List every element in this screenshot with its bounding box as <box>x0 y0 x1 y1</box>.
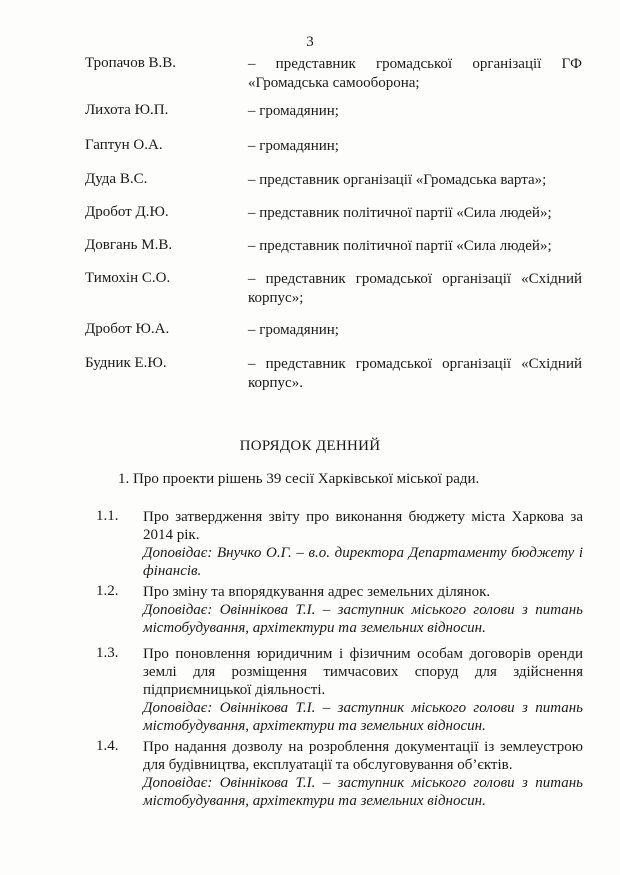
agenda-item-title: Про затвердження звіту про виконання бюджету міста Харкова за 2014 рік. <box>143 509 583 543</box>
attendee-role: – представник політичної партії «Сила людей»; <box>248 205 552 221</box>
page-number: 3 <box>306 34 314 50</box>
agenda-item-title: Про надання дозволу на розроблення документації із землеустрою для будівництва, експлуатації та обслуговування об’єктів. <box>143 739 583 773</box>
attendee-role: – представник громадської організації «Східний корпус». <box>248 356 582 391</box>
agenda-item-number: 1.2. <box>96 583 119 599</box>
agenda-title: ПОРЯДОК ДЕННИЙ <box>239 438 381 454</box>
attendee-name: Тимохін С.О. <box>85 270 171 286</box>
agenda-item-speaker: Доповідає: Овіннікова Т.І. – заступник міського голови з питань містобудування, архітектури та земельних відносин. <box>143 602 583 636</box>
attendee-name: Гаптун О.А. <box>85 137 163 153</box>
agenda-item-number: 1.3. <box>96 645 119 661</box>
attendee-name: Дробот Ю.А. <box>85 321 170 337</box>
attendee-role: – представник організації «Громадська варта»; <box>248 172 547 188</box>
attendee-name: Будник Е.Ю. <box>85 355 167 371</box>
agenda-item-body <box>143 508 583 580</box>
agenda-item-body <box>143 583 583 637</box>
agenda-item-speaker: Доповідає: Овіннікова Т.І. – заступник міського голови з питань містобудування, архітектури та земельних відносин. <box>143 700 583 734</box>
agenda-item-body <box>143 645 583 735</box>
agenda-item-title: Про зміну та впорядкування адрес земельних ділянок. <box>143 584 491 600</box>
attendee-name: Довгань М.В. <box>85 237 173 253</box>
agenda-item-number: 1.1. <box>96 508 119 524</box>
agenda-item-speaker: Доповідає: Овіннікова Т.І. – заступник міського голови з питань містобудування, архітектури та земельних відносин. <box>143 775 583 809</box>
agenda-section-heading: 1. Про проекти рішень 39 сесії Харківської міської ради. <box>118 471 480 487</box>
attendee-role: – представник громадської організації ГФ «Громадська самооборона; <box>248 56 582 91</box>
agenda-item-title: Про поновлення юридичним і фізичним особам договорів оренди землі для розміщення тимчасових споруд для здійснення підприємницької діяльності. <box>143 646 583 698</box>
attendee-name: Лихота Ю.П. <box>85 102 169 118</box>
attendee-name: Тропачов В.В. <box>85 55 177 71</box>
attendee-name: Дробот Д.Ю. <box>85 204 169 220</box>
agenda-item-speaker: Доповідає: Внучко О.Г. – в.о. директора Департаменту бюджету і фінансів. <box>143 545 583 579</box>
attendee-name: Дуда В.С. <box>85 171 148 187</box>
attendee-role: – представник політичної партії «Сила людей»; <box>248 238 552 254</box>
attendee-role: – громадянин; <box>248 138 339 154</box>
attendee-role: – громадянин; <box>248 322 339 338</box>
agenda-item-number: 1.4. <box>96 738 119 754</box>
attendee-role: – представник громадської організації «Східний корпус»; <box>248 271 582 306</box>
attendee-role: – громадянин; <box>248 103 339 119</box>
agenda-item-body <box>143 738 583 810</box>
